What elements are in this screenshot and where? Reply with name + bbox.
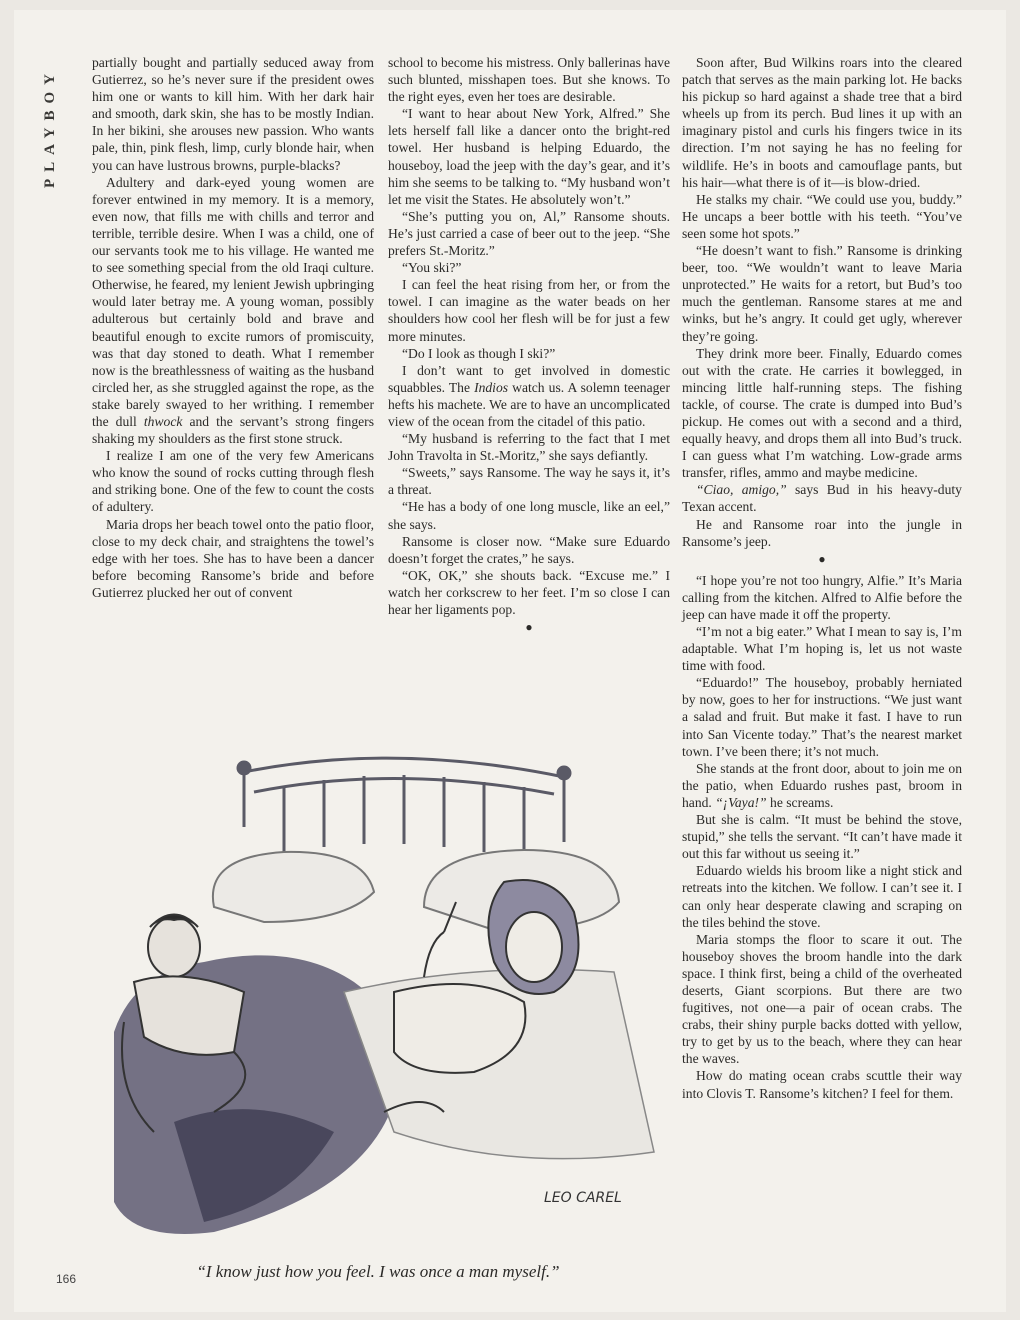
paragraph: “I want to hear about New York, Alfred.” She lets herself fall like a dancer onto the bright-red towel. Her husband is helping Eduardo, the houseboy, load the jeep with the day’s gear, and it’s him she seems to be talking to. “My husband won’t let me visit the States. He absolutely won’t.”: [388, 106, 670, 207]
paragraph: He and Ransome roar into the jungle in Ransome’s jeep.: [682, 516, 962, 549]
paragraph: I don’t want to get involved in domestic squabbles. The Indios watch us. A solemn teenager hefts his machete. We are to have an uncomplicated view of the ocean from the citadel of this patio.: [388, 362, 670, 429]
masthead: PLAYBOY: [42, 67, 58, 189]
paragraph: “Sweets,” says Ransome. The way he says it, it’s a threat.: [388, 465, 670, 498]
paragraph: Adultery and dark-eyed young women are forever entwined in my memory. It is a memory, even now, that fills me with chills and terror and terrible, terrible desire. When I was a child, one of our servants took me to his village. He wanted me to see something special from the old Iraqi culture. Otherwise, he feared, my lenient Jewish upbringing would later betray me. A young woman, possibly adulterous but certainly bold and brave and beautiful enough to excite rumors of promiscuity, was that day stoned to death. What I remember now is the breathlessness of waiting as the husband circled her, as she struggled against the rope, as the stake barely swayed to her writhing. I remember the dull thwock and the servant’s strong fingers shaking my shoulders as the first stone struck.: [92, 174, 374, 447]
paragraph: Maria drops her beach towel onto the patio floor, close to my deck chair, and straightens the towel’s edge with her toes. She has to have been a dancer before becoming Ransome’s bride and before Gutierrez plucked her out of convent: [92, 516, 374, 600]
paragraph: I can feel the heat rising from her, or from the towel. I can imagine as the water beads on her shoulders how cool her flesh will be for just a few more minutes.: [388, 277, 670, 344]
paragraph: “He has a body of one long muscle, like an eel,” she says.: [388, 499, 670, 532]
paragraph: But she is calm. “It must be behind the stove, stupid,” she tells the servant. “It can’t have made it out this far without us seeing it.”: [682, 812, 962, 862]
section-break: ●: [818, 551, 826, 566]
paragraph: Ransome is closer now. “Make sure Eduardo doesn’t forget the crates,” he says.: [388, 533, 670, 566]
section-break: ●: [525, 620, 533, 635]
paragraph: They drink more beer. Finally, Eduardo comes out with the crate. He carries it bowlegged, in mincing little half-running steps. The fishing tackle, of course. The crate is dumped into Bud’s pickup. He comes out with a second and a third, equally heavy, and drops them all into Bud’s truck. I can guess what I’m watching. Low-grade arms transfer, rifles, ammo and maybe medicine.: [682, 345, 962, 481]
paragraph: “My husband is referring to the fact that I met John Travolta in St.-Moritz,” she says defiantly.: [388, 431, 670, 464]
paragraph: partially bought and partially seduced away from Gutierrez, so he’s never sure if the president owes him one or wants to kill him. With her dark hair and smooth, dark skin, she has to be mostly Indian. In her bikini, she arouses new passion. Who wants pale, thin, pink flesh, limp, curly blonde hair, when you can have lustrous browns, purple-blacks?: [92, 55, 374, 173]
paragraph: school to become his mistress. Only ballerinas have such blunted, misshapen toes. But she knows. To the right eyes, even her toes are desirable.: [388, 55, 670, 105]
bed-headboard: [238, 758, 570, 857]
paragraph: Maria stomps the floor to scare it out. The houseboy shoves the broom handle into the dark space. I think first, being a child of the overheated deserts, Giant scorpions. But there are two fugitives, not one—a pair of ocean crabs. The crabs, their shiny purple backs dotted with yellow, try to get by us to the beach, where they can hear the waves.: [682, 931, 962, 1067]
article-column-1: [92, 54, 374, 724]
artist-signature: LEO CAREL: [544, 1190, 622, 1206]
paragraph: “Do I look as though I ski?”: [402, 345, 556, 361]
paragraph: “Ciao, amigo,” says Bud in his heavy-duty Texan accent.: [682, 482, 962, 515]
cartoon-caption: “I know just how you feel. I was once a man myself.”: [196, 1262, 560, 1281]
paragraph: “He doesn’t want to fish.” Ransome is drinking beer, too. “We wouldn’t want to leave Maria unprotected.” He waits for a retort, but Bud’s too much the gentleman. Ransome stares at me and winks, but he’s angry. It could get ugly, wherever they’re going.: [682, 243, 962, 344]
paragraph: “Eduardo!” The houseboy, probably herniated by now, goes to her for instructions. “We just want a salad and fruit. But make it fast. I have to run into San Vicente today.” That’s the nearest market town. I’ve been there; it’s not much.: [682, 675, 962, 759]
paragraph: She stands at the front door, about to join me on the patio, when Eduardo rushes past, broom in hand. “¡Vaya!” he screams.: [682, 760, 962, 810]
paragraph: Soon after, Bud Wilkins roars into the cleared patch that serves as the main parking lot. He backs his pickup so hard against a shade tree that a bird wheels up from its perch. Bud lines it up with an imaginary pistol and curls his fingers twice in its direction. I’m not saying he has no feeling for wildlife. He’s in boots and camouflage pants, but his hair—what there is of it—is blow-dried.: [682, 55, 962, 190]
paragraph: “You ski?”: [402, 260, 462, 276]
paragraph: “She’s putting you on, Al,” Ransome shouts. He’s just carried a case of beer out to the jeep. “She prefers St.-Moritz.”: [388, 208, 670, 259]
article-column-3: [682, 54, 962, 1294]
paragraph: Eduardo wields his broom like a night stick and retreats into the kitchen. We follow. I can’t see it. I can only hear desperate clawing and scraping on the tiles behind the stove.: [682, 863, 962, 930]
paragraph: “I hope you’re not too hungry, Alfie.” It’s Maria calling from the kitchen. Alfred to Alfie before the jeep can have made it off the property.: [682, 572, 962, 622]
paragraph: “OK, OK,” she shouts back. “Excuse me.” I watch her corkscrew to her feet. I’m so close I can hear her ligaments pop.: [388, 567, 670, 617]
article-column-2: [388, 54, 670, 724]
magazine-page: [14, 10, 1006, 1312]
paragraph: How do mating ocean crabs scuttle their way into Clovis T. Ransome’s kitchen? I feel for them.: [682, 1068, 962, 1101]
cartoon-illustration: [94, 732, 664, 1254]
paragraph: I realize I am one of the very few Americans who know the sound of rocks cutting through flesh and striking bone. One of the few to count the costs of adultery.: [92, 448, 374, 515]
paragraph: He stalks my chair. “We could use you, buddy.” He uncaps a beer bottle with his teeth. “You’ve seen some hot spots.”: [682, 191, 962, 241]
paragraph: “I’m not a big eater.” What I mean to say is, I’m adaptable. What I’m hoping is, let us not waste time with food.: [682, 624, 962, 674]
page-number: 166: [56, 1272, 77, 1286]
